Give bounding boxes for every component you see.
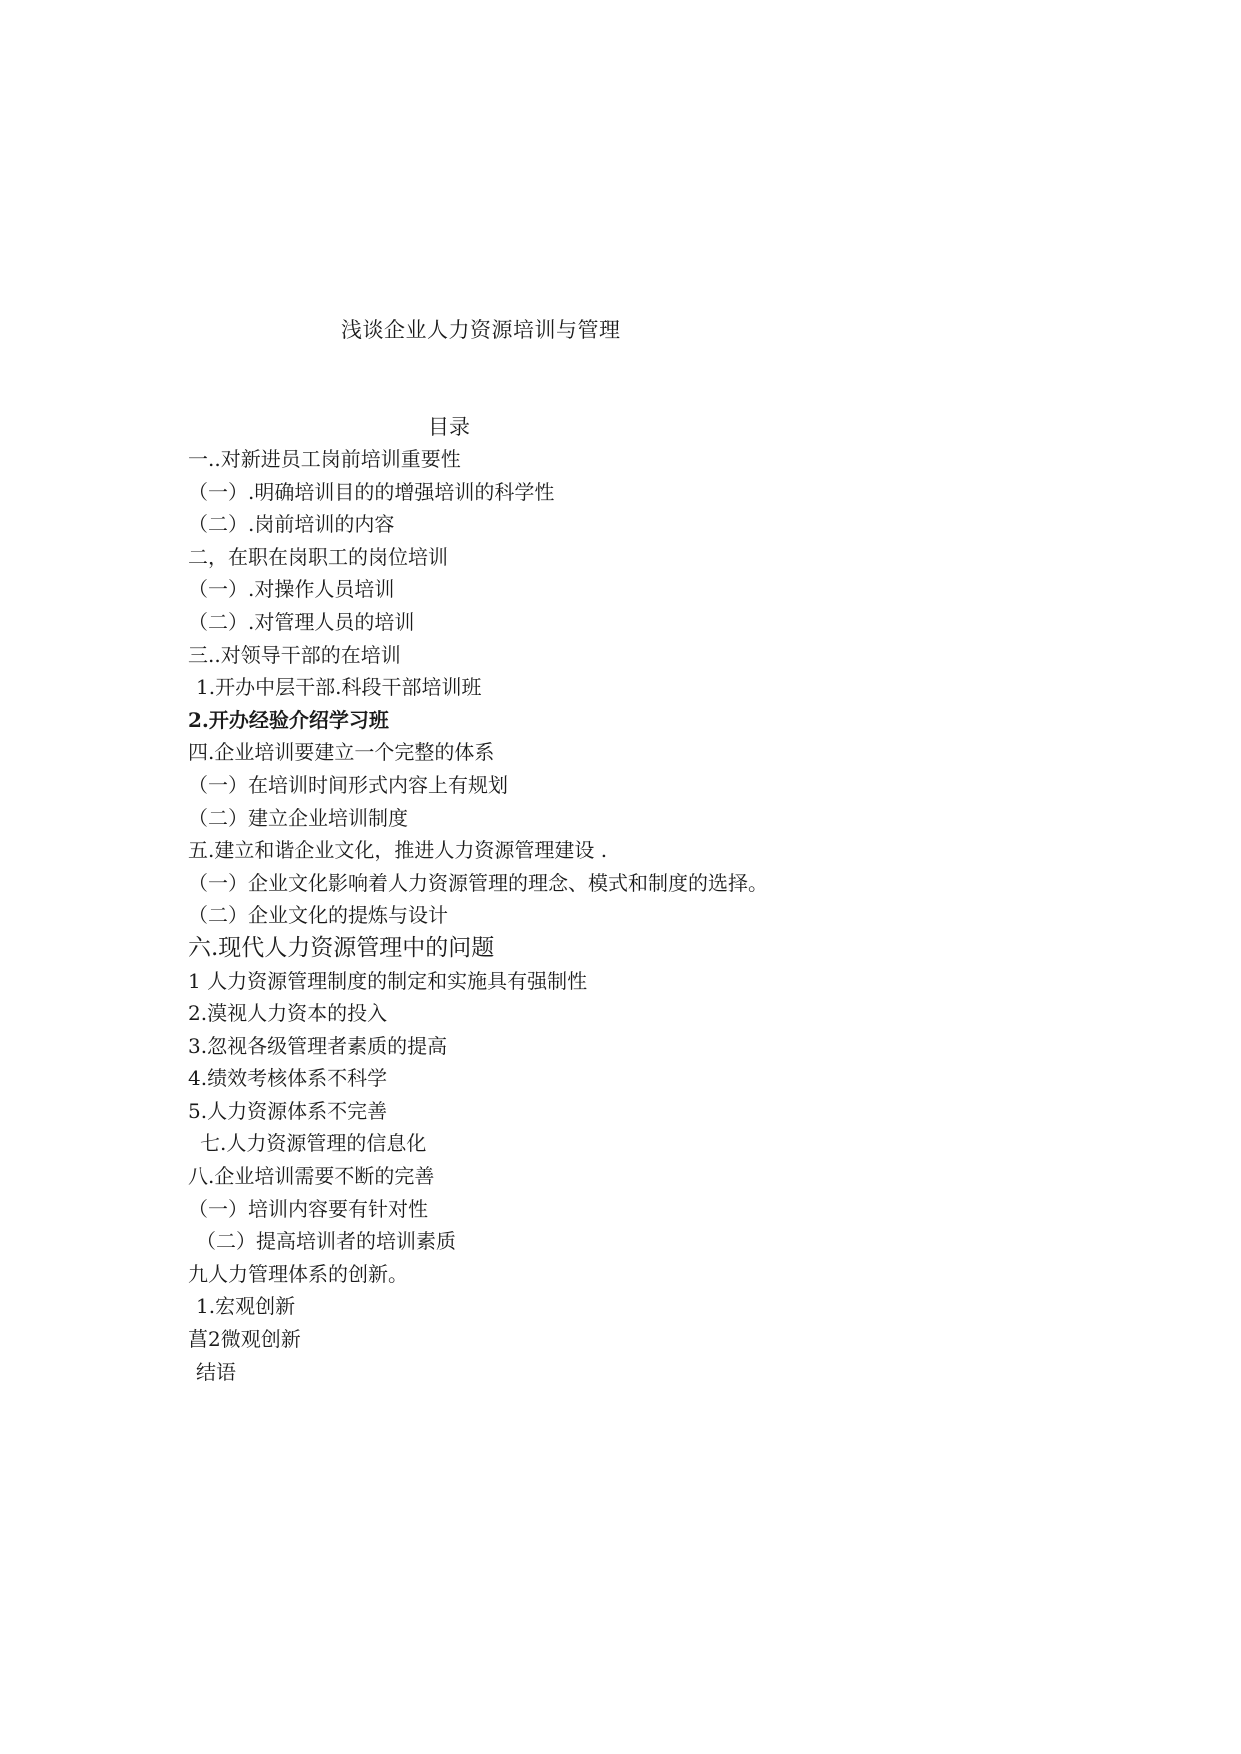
toc-entry: （一）.对操作人员培训 (188, 577, 395, 602)
toc-entry: 四.企业培训要建立一个完整的体系 (188, 740, 495, 765)
toc-entry: 七.人力资源管理的信息化 (200, 1131, 427, 1156)
toc-entry: 一..对新进员工岗前培训重要性 (188, 447, 461, 471)
toc-entry: 结语 (196, 1359, 236, 1384)
toc-entry: 5.人力资源体系不完善 (188, 1098, 388, 1123)
toc-entry: （一）.明确培训目的的增强培训的科学性 (188, 479, 555, 504)
toc-entry: 2.漠视人力资本的投入 (188, 1001, 388, 1026)
toc-entry: 4.绩效考核体系不科学 (188, 1066, 388, 1091)
toc-entry: （一）培训内容要有针对性 (188, 1196, 428, 1221)
toc-entry: 五.建立和谐企业文化，推进人力资源管理建设 . (188, 838, 608, 863)
toc-entry: 1 人力资源管理制度的制定和实施具有强制性 (188, 968, 588, 993)
table-of-contents (188, 443, 1088, 1388)
toc-entry: 三..对领导干部的在培训 (188, 642, 401, 667)
toc-entry: （二）.对管理人员的培训 (188, 609, 415, 634)
toc-entry: 1.开办中层干部.科段干部培训班 (196, 675, 482, 700)
toc-heading: 目录 (428, 415, 470, 439)
toc-entry: （二）企业文化的提炼与设计 (188, 903, 448, 928)
toc-entry: 3.忽视各级管理者素质的提高 (188, 1033, 448, 1058)
toc-entry: 菖2微观创新 (188, 1327, 301, 1352)
toc-entry: 九人力管理体系的创新。 (188, 1261, 408, 1286)
toc-entry: 2.开办经验介绍学习班 (188, 707, 389, 732)
toc-entry: 六.现代人力资源管理中的问题 (188, 934, 495, 961)
toc-entry: 二，在职在岗职工的岗位培训 (188, 544, 448, 569)
toc-entry: （一）企业文化影响着人力资源管理的理念、模式和制度的选择。 (188, 870, 768, 895)
toc-entry: （二）建立企业培训制度 (188, 805, 408, 830)
toc-entry: 八.企业培训需要不断的完善 (188, 1164, 435, 1189)
toc-entry: （二）.岗前培训的内容 (188, 512, 395, 537)
toc-entry: （二）提高培训者的培训素质 (196, 1229, 456, 1254)
document-title: 浅谈企业人力资源培训与管理 (341, 318, 621, 342)
toc-entry: 1.宏观创新 (196, 1294, 296, 1319)
toc-entry: （一）在培训时间形式内容上有规划 (188, 772, 508, 797)
